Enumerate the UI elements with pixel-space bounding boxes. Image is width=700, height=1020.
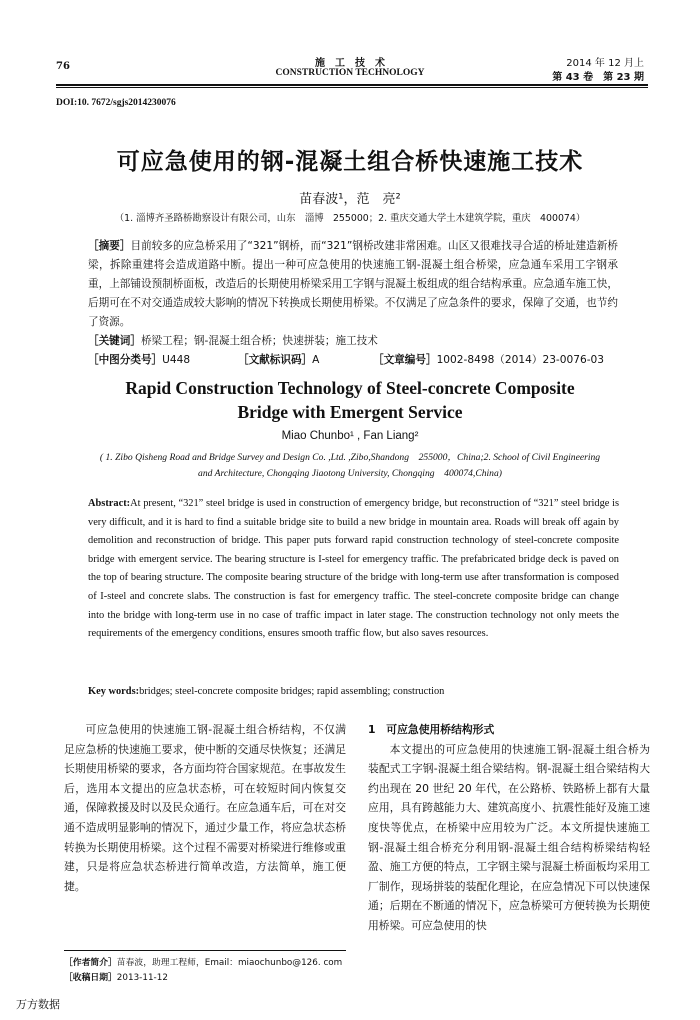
abstract-cn-text: 目前较多的应急桥采用了“321”钢桥，而“321”钢桥改建非常困难。山区又很难找寻合适的桥址建造新桥梁，拆除重建将会造成道路中断。提出一种可应急使用的快速施工钢-混凝土组合桥梁，应急通车采用工字钢承重，上部铺设预制桥面板，改造后的长期使用桥梁采用工字钢与混凝土板组成的组合结构承重。应急通车施工快，后期可在不对交通造成较大影响的情况下转换成长期使用桥梁。不仅满足了应急条件的要求，保障了交通，也节约了资源。 <box>88 240 619 328</box>
volume-issue: 第 43 卷 第 23 期 <box>552 72 644 83</box>
classification-row <box>88 351 618 370</box>
body-right-column <box>368 720 650 936</box>
affiliations-cn: （1. 淄博齐圣路桥勘察设计有限公司，山东 淄博 255000；2. 重庆交通大学土木建筑学院，重庆 400074） <box>114 213 586 224</box>
footnote-author <box>64 955 342 968</box>
journal-title-en: CONSTRUCTION TECHNOLOGY <box>275 68 425 78</box>
abstract-en-label: Abstract: <box>88 498 131 509</box>
abstract-cn <box>88 237 618 332</box>
clc-value: U448 <box>162 354 191 366</box>
affiliations-en-line2: and Architecture, Chongqing Jiaotong University, Chongqing 400074,China) <box>198 468 502 479</box>
abstract-en-text: At present, “321” steel bridge is used in construction of emergency bridge, but reconstruction of “321” steel bridge is very difficult, and it is hard to find a suitable bridge site to build a new bridge in mountain area. Roads will break off again by demolition and reconstruction of bridge. This paper puts forward rapid construction technology of steel-concrete composite bridge with emergent service. The bearing structure is I-steel for emergency traffic. The prefabricated bridge deck is paved on the top of bearing structure. The composite bearing structure of the bridge with long-term use after transformation is composed of I-steel and concrete slabs. The construction is fast for emergency traffic. The steel-concrete composite bridge can change into the bridge with long-term use in no case of traffic impact in later stage. The construction technology not only meets the requirements of the emergency conditions, ensures smooth traffic flow, but also saves resources. <box>88 498 619 640</box>
keywords-cn <box>88 332 618 351</box>
watermark: 万方数据 <box>16 998 60 1011</box>
keywords-en-label: Key words: <box>88 686 140 697</box>
doi: DOI:10. 7672/sgjs2014230076 <box>56 98 176 108</box>
keywords-en-text: bridges; steel-concrete composite bridges; rapid assembling; construction <box>139 686 445 697</box>
journal-title-cn: 施 工 技 术 <box>315 58 385 69</box>
header-rule-thick <box>56 84 648 86</box>
footnote-rule <box>64 950 346 951</box>
article-no-label: ［文章编号］ <box>373 354 437 366</box>
title-en-line1: Rapid Construction Technology of Steel-concrete Composite <box>125 378 575 398</box>
footnote-date-text: 2013-11-12 <box>116 973 168 983</box>
issue-date: 2014 年 12 月上 <box>566 58 644 69</box>
doc-code-value: A <box>312 354 320 366</box>
authors-en: Miao Chunbo¹ , Fan Liang² <box>281 430 419 442</box>
body-left-column <box>64 720 346 896</box>
keywords-cn-label: ［关键词］ <box>88 335 141 347</box>
affiliations-en-line1: ( 1. Zibo Qisheng Road and Bridge Survey and Design Co. ,Ltd. ,Zibo,Shandong 255000，China;2. School of Civil Engineering <box>99 452 601 463</box>
keywords-cn-text: 桥梁工程；钢-混凝土组合桥；快速拼装；施工技术 <box>140 335 378 347</box>
title-cn: 可应急使用的钢-混凝土组合桥快速施工技术 <box>116 149 584 175</box>
doc-code-label: ［文献标识码］ <box>238 354 313 366</box>
footnote-date <box>64 970 168 983</box>
page-number: 76 <box>56 61 70 72</box>
abstract-en <box>88 495 619 644</box>
clc-label: ［中图分类号］ <box>88 354 163 366</box>
abstract-cn-label: ［摘要］ <box>88 240 131 252</box>
header-rule-thin <box>56 87 648 88</box>
title-en-line2: Bridge with Emergent Service <box>237 402 463 422</box>
keywords-en <box>88 683 619 702</box>
footnote-author-label: ［作者简介］ <box>64 958 117 968</box>
body-right-paragraph: 本文提出的可应急使用的快速施工钢-混凝土组合桥为装配式工字钢-混凝土组合梁结构。钢-混凝土组合梁结构大约出现在 20 世纪 20 年代，在公路桥、铁路桥上都有大量应用，具有跨越能力大、建筑高度小、抗震性能好及施工速度快等优点，在桥梁中应用较为广泛。本文所提快速施工钢-混凝土组合桥充分利用钢-混凝土组合结构桥梁结构轻盈、施工方便的特点，工字钢主梁与混凝土桥面板均采用工厂制作，现场拼装的装配化理论，在应急情况下可以快速保通；后期在不断通的情况下，应急桥梁可方便转换为长期使用桥梁。可应急使用的快 <box>368 742 650 932</box>
body-left-paragraph: 可应急使用的快速施工钢-混凝土组合桥结构，不仅满足应急桥的快速施工要求，使中断的交通尽快恢复；还满足长期使用桥梁的要求，各方面均符合国家规范。在事故发生后，选用本文提出的应急状态桥，可在较短时间内恢复交通，保障救援及时以及民众通行。在应急通车后，可在对交通不造成明显影响的情况下，通过少量工作，将应急状态桥转换为长期使用桥梁。这个过程不需要对桥梁进行维修或重建，只是将应急状态桥进行简单改造，方法简单，施工便捷。 <box>64 723 346 893</box>
section-heading-1: 1 可应急使用桥结构形式 <box>368 723 495 736</box>
authors-cn: 苗春波¹，范 亮² <box>299 192 401 207</box>
footnote-date-label: ［收稿日期］ <box>64 973 117 983</box>
footnote-author-text: 苗春波，助理工程师，Email：miaochunbo@126. com <box>116 958 343 968</box>
article-no-value: 1002-8498（2014）23-0076-03 <box>436 354 605 366</box>
